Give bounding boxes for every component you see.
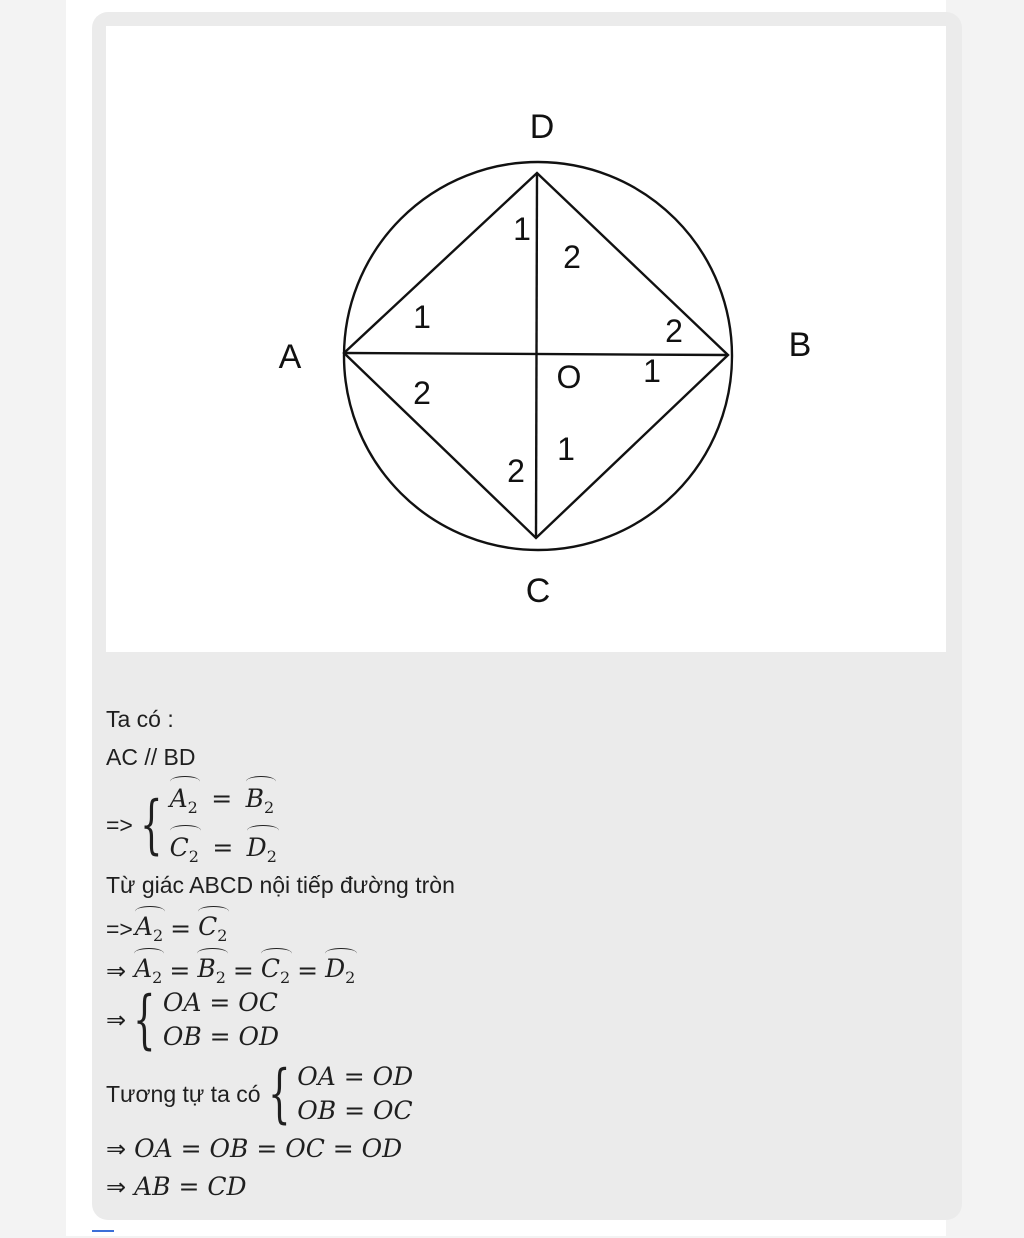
angle-label-b2: 2 [665,313,683,349]
brace: { [140,788,163,862]
arrow-text: => [106,812,133,838]
point-label-b: B [788,326,812,364]
parallel-line: AC // BD [106,744,196,770]
system-1-line [106,776,277,874]
angle-label-d2: 2 [563,239,581,275]
system-1: $A_2 = B_2$ $C_2 = D_2$ [170,776,277,874]
system-2: OA = OC OB = OD [162,988,280,1051]
final-equality-1: ⇒ OA = OB = OC = OD [106,1134,403,1163]
angle-label-c2: 2 [507,453,525,489]
circle-quadrilateral-diagram [106,26,946,652]
angle-label-a1: 1 [413,299,431,335]
angle-label-d1: 1 [513,211,531,247]
angle-label-a2: 2 [413,375,431,411]
eq-a2-c2-line: => $A_2$ = $C_2$ [106,906,227,951]
cyclic-line: Từ giác ABCD nội tiếp đường tròn [106,872,455,898]
geometry-figure [106,26,946,652]
point-label-d: D [529,108,555,146]
intro-line: Ta có : [106,706,174,732]
next-link-fragment[interactable] [92,1230,114,1238]
system-2-line: ⇒ { OA = OC OB = OD [106,983,280,1057]
system-3-line: Tương tự ta có { OA = OD OB = OC [106,1057,414,1131]
point-label-a: A [278,338,302,376]
point-label-c: C [525,572,551,610]
angle-label-b1: 1 [643,353,661,389]
final-equality-2: ⇒ AB = CD [106,1172,247,1201]
diagonal-dc [536,173,537,538]
point-label-o: O [556,359,582,395]
system-3: OA = OD OB = OC [297,1062,414,1125]
angle-label-c1: 1 [557,431,575,467]
chain-equality-line: ⇒ $A_2$ = $B_2$ = $C_2$ = $D_2$ [106,948,355,993]
